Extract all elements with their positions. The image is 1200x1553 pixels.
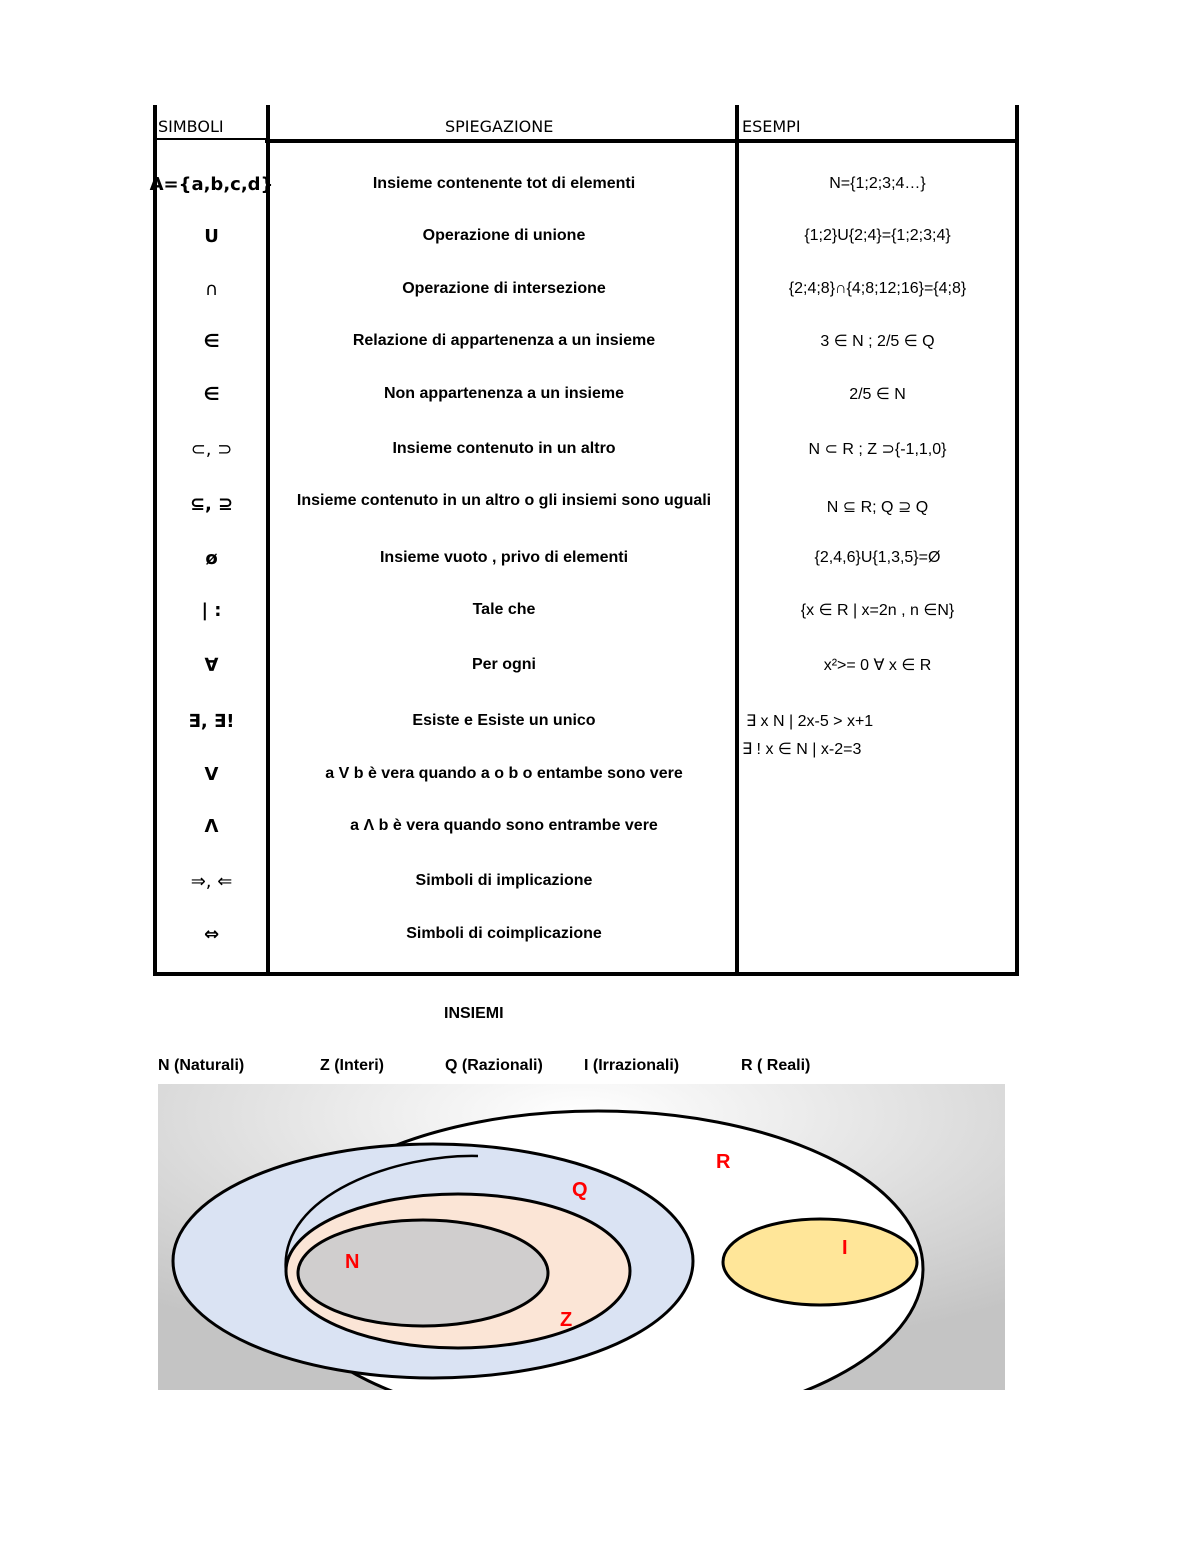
- explanation-cell: Operazione di intersezione: [402, 280, 606, 297]
- explanation-cell: Esiste e Esiste un unico: [412, 712, 596, 729]
- example-cell: N ⊆ R; Q ⊇ Q: [826, 499, 929, 516]
- set-label-irrazionali: I (Irrazionali): [584, 1057, 680, 1074]
- table-row: [155, 914, 1017, 954]
- explanation-cell: Simboli di coimplicazione: [406, 925, 602, 942]
- explanation-cell: Insieme contenuto in un altro o gli insiemi sono uguali: [296, 492, 712, 509]
- symbol-cell: | :: [201, 599, 222, 621]
- symbol-cell: Λ: [204, 815, 219, 837]
- explanation-cell: Tale che: [472, 601, 536, 618]
- example-cell: 2/5 ∈ N: [849, 386, 906, 403]
- set-label-naturali: N (Naturali): [158, 1057, 245, 1074]
- header-symbols: SIMBOLI: [158, 117, 224, 136]
- table-row: [155, 269, 1017, 309]
- explanation-cell: Operazione di unione: [422, 227, 586, 244]
- example-cell: N={1;2;3;4…}: [829, 175, 926, 192]
- symbol-cell: ∩: [204, 278, 219, 300]
- example-cell: N ⊂ R ; Z ⊃{-1,1,0}: [808, 441, 947, 458]
- label-i: I: [842, 1237, 848, 1259]
- venn-diagram: [158, 1084, 1005, 1390]
- label-q: Q: [572, 1179, 588, 1201]
- section-title: INSIEMI: [444, 1005, 504, 1022]
- table-row: [155, 429, 1017, 469]
- table-row: [155, 374, 1017, 414]
- label-n: N: [345, 1251, 360, 1273]
- table-row: [155, 861, 1017, 901]
- set-label-razionali: Q (Razionali): [445, 1057, 543, 1074]
- table-row: [155, 590, 1017, 630]
- table-row: [155, 484, 1017, 524]
- table-row: [149, 164, 1017, 204]
- explanation-cell: Simboli di implicazione: [415, 872, 593, 889]
- set-label-interi: Z (Interi): [320, 1057, 384, 1074]
- explanation-cell: Insieme contenuto in un altro: [392, 440, 616, 457]
- explanation-cell: Per ogni: [471, 656, 536, 673]
- example-cell: {x ∈ R | x=2n , n ∈N}: [800, 602, 955, 619]
- label-z: Z: [560, 1309, 573, 1331]
- exists-example: ∃ x N | 2x-5 > x+1: [746, 713, 874, 730]
- explanation-cell: Relazione di appartenenza a un insieme: [352, 332, 656, 349]
- symbol-cell: A={a,b,c,d}: [149, 173, 274, 195]
- symbol-cell: ø: [205, 547, 218, 569]
- unique-exists-example: ∃ ! x ∈ N | x-2=3: [742, 741, 862, 758]
- table-row: [155, 645, 1017, 685]
- example-cell: {1;2}U{2;4}={1;2;3;4}: [804, 227, 951, 244]
- symbol-cell: ∀: [204, 654, 219, 676]
- table-row: [155, 216, 1017, 256]
- explanation-cell: Insieme vuoto , privo di elementi: [379, 549, 629, 566]
- explanation-cell: a Λ b è vera quando sono entrambe vere: [350, 817, 658, 834]
- symbol-cell: ⇔: [203, 923, 220, 945]
- table-row: [155, 538, 1017, 578]
- symbol-cell: ⇒, ⇐: [190, 870, 233, 892]
- symbol-cell: ∃, ∃!: [188, 710, 235, 732]
- example-cell: {2;4;8}∩{4;8;12;16}={4;8}: [788, 280, 967, 297]
- table-row: [155, 701, 1017, 741]
- explanation-cell: Non appartenenza a un insieme: [383, 385, 625, 402]
- symbol-cell: V: [204, 763, 219, 785]
- explanation-cell: a V b è vera quando a o b o entambe sono vere: [325, 765, 683, 782]
- symbol-cell: ⊆, ⊇: [189, 493, 234, 515]
- table-row: [155, 321, 1017, 361]
- set-i-ellipse: [723, 1219, 917, 1305]
- example-cell: x²>= 0 ∀ x ∈ R: [823, 657, 932, 674]
- explanation-cell: Insieme contenente tot di elementi: [372, 175, 636, 192]
- example-cell: {2,4,6}U{1,3,5}=Ø: [814, 549, 941, 566]
- set-n-ellipse: [298, 1220, 548, 1326]
- symbol-cell: U: [204, 225, 219, 247]
- symbol-cell: ∈: [203, 330, 220, 352]
- set-label-reali: R ( Reali): [741, 1057, 811, 1074]
- symbol-cell: ⊂, ⊃: [190, 438, 233, 460]
- table-row: [155, 806, 1017, 846]
- header-explanation: SPIEGAZIONE: [445, 117, 554, 136]
- symbol-cell: ∈: [203, 383, 220, 405]
- example-cell: 3 ∈ N ; 2/5 ∈ Q: [820, 333, 935, 350]
- header-examples: ESEMPI: [742, 117, 801, 136]
- label-r: R: [716, 1151, 731, 1173]
- table-row: [155, 754, 1017, 794]
